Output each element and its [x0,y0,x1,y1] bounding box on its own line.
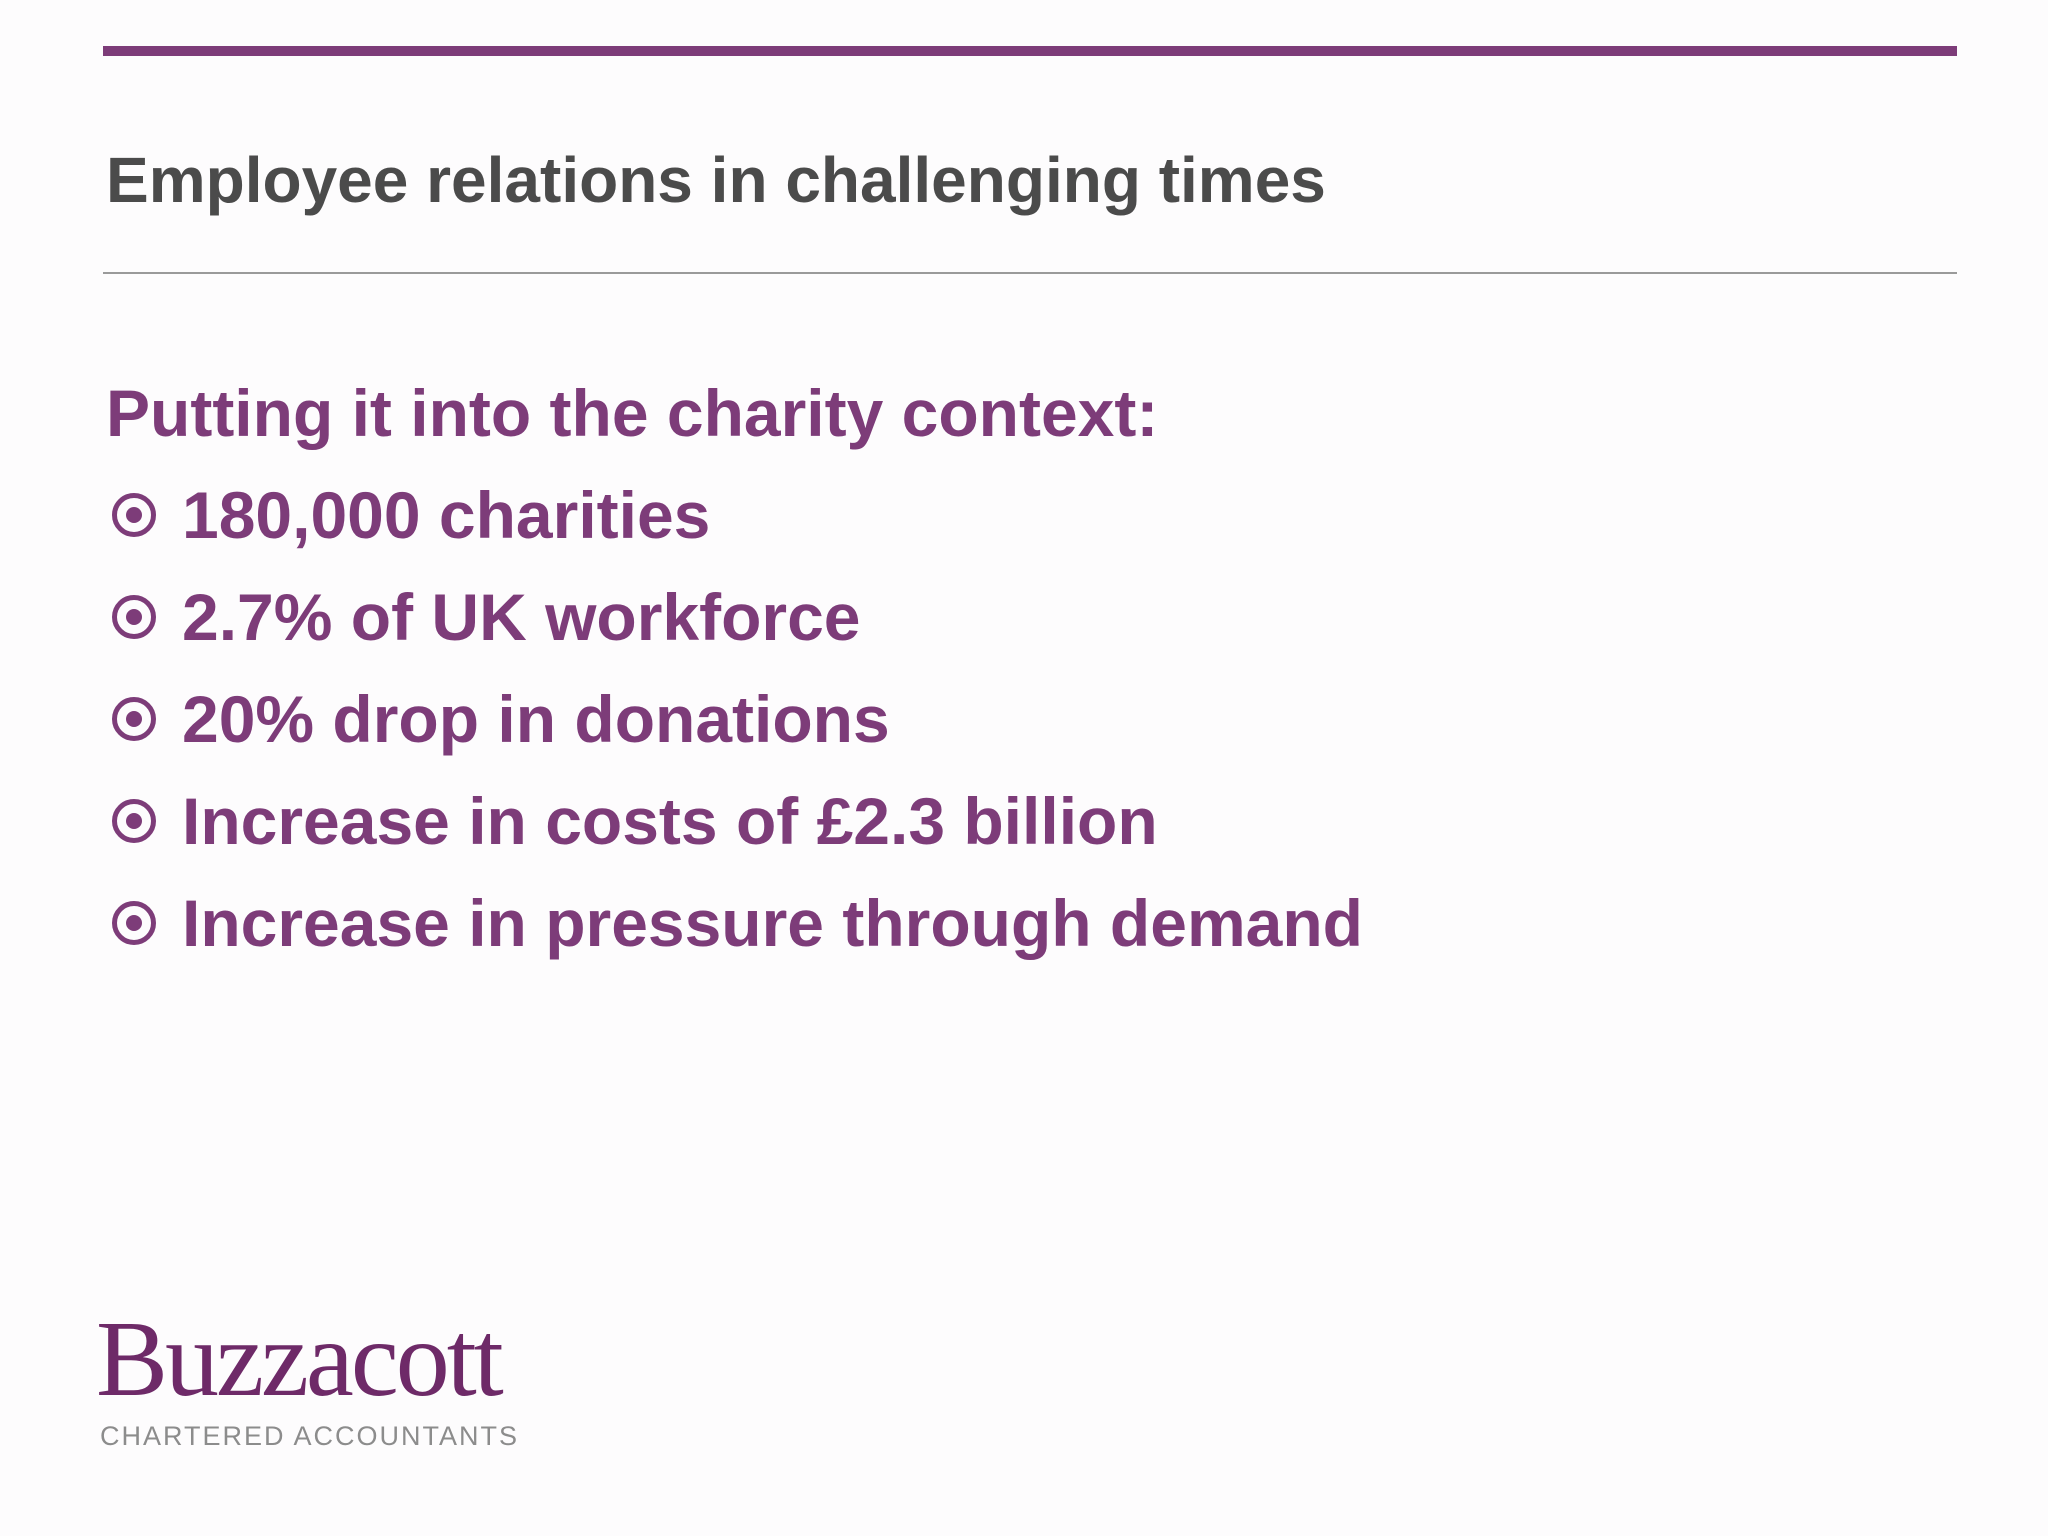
bullet-item [106,668,1906,770]
bullet-text: Increase in costs of £2.3 billion [182,784,1158,858]
logo-tagline: CHARTERED ACCOUNTANTS [100,1421,520,1451]
bullet-item [106,770,1906,872]
top-accent-rule [103,46,1957,56]
bullet-text: 2.7% of UK workforce [182,580,861,654]
bullet-item [106,872,1906,974]
circle-dot-icon [112,901,156,945]
bullet-item [106,464,1906,566]
circle-dot-icon [112,493,156,537]
intro-text: Putting it into the charity context: [106,376,1159,450]
title-divider [103,272,1957,274]
slide-content [106,362,1906,974]
circle-dot-icon [112,595,156,639]
slide-title: Employee relations in challenging times [106,144,1326,216]
logo-wordmark: Buzzacott [96,1300,501,1419]
bullet-text: Increase in pressure through demand [182,886,1363,960]
company-logo [96,1300,576,1480]
circle-dot-icon [112,799,156,843]
circle-dot-icon [112,697,156,741]
bullet-item [106,566,1906,668]
bullet-text: 180,000 charities [182,478,711,552]
bullet-list [106,464,1906,974]
bullet-text: 20% drop in donations [182,682,890,756]
